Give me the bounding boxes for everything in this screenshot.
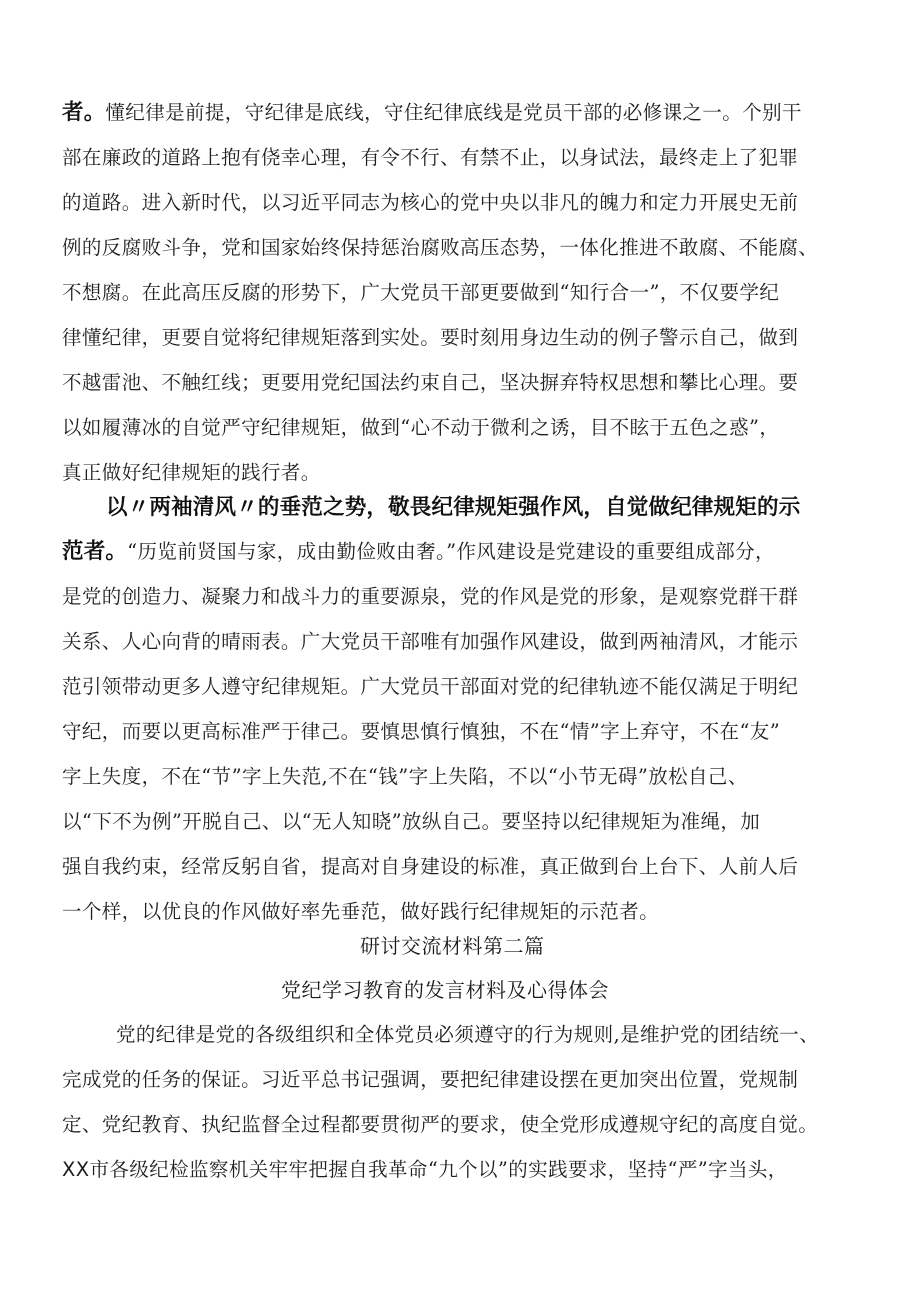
section-subtitle: 党纪学习教育的发言材料及心得体会 (281, 978, 609, 1002)
paragraph-line: 关系、人心向背的晴雨表。广大党员干部唯有加强作风建设，做到两袖清风，才能示 (62, 630, 799, 653)
paragraph-line: 党的纪律是党的各级组织和全体党员必须遵守的行为规则,是维护党的团结统一、 (116, 1023, 820, 1046)
paragraph-line: 范引领带动更多人遵守纪律规矩。广大党员干部面对党的纪律轨迹不能仅满足于明纪 (62, 675, 799, 698)
paragraph-line: 是党的创造力、凝聚力和战斗力的重要源泉，党的作风是党的形象，是观察党群干群 (62, 585, 799, 608)
paragraph-line: 一个样，以优良的作风做好率先垂范，做好践行纪律规矩的示范者。 (62, 900, 660, 923)
paragraph-line: 的道路。进入新时代，以习近平同志为核心的党中央以非凡的魄力和定力开展史无前 (62, 191, 799, 214)
paragraph-line: 字上失度，不在“节”字上失范,不在“钱”字上失陷，不以“小节无碍”放松自己、 (62, 765, 748, 788)
paragraph-line: 不越雷池、不触红线；更要用党纪国法约束自己，坚决摒弃特权思想和攀比心理。要 (62, 371, 799, 394)
paragraph-line: 定、党纪教育、执纪监督全过程都要贯彻严的要求，使全党形成遵规守纪的高度自觉。 (62, 1113, 819, 1136)
paragraph-line: 律懂纪律，更要自觉将纪律规矩落到实处。要时刻用身边生动的例子警示自己，做到 (62, 326, 799, 349)
heading-tail: 范者。 (62, 539, 128, 564)
paragraph-line: 以如履薄冰的自觉严守纪律规矩，做到“心不动于微利之诱，目不眩于五色之惑”， (62, 416, 780, 439)
heading-tail: 者。 (62, 100, 106, 125)
placeholder-city-code: XX (62, 1158, 90, 1181)
paragraph-line: 范者。“历览前贤国与家，成由勤俭败由奢。”作风建设是党建设的重要组成部分， (62, 539, 775, 564)
paragraph-line: 完成党的任务的保证。习近平总书记强调，要把纪律建设摆在更加突出位置，党规制 (62, 1068, 799, 1091)
paragraph-line: 部在廉政的道路上抱有侥幸心理，有令不行、有禁不止，以身试法，最终走上了犯罪 (62, 146, 799, 169)
paragraph-line: 者。懂纪律是前提，守纪律是底线，守住纪律底线是党员干部的必修课之一。个别干 (62, 100, 802, 125)
paragraph-line: 真正做好纪律规矩的践行者。 (62, 461, 321, 484)
paragraph-line: 守纪，而要以更高标准严于律己。要慎思慎行慎独，不在“情”字上弃守，不在“友” (62, 720, 781, 743)
section-title: 研讨交流材料第二篇 (360, 934, 545, 958)
paragraph-line: 不想腐。在此高压反腐的形势下，广大党员干部更要做到“知行合一”，不仅要学纪 (62, 281, 780, 304)
paragraph-line: XX市各级纪检监察机关牢牢把握自我革命“九个以”的实践要求，坚持“严”字当头， (62, 1158, 788, 1181)
paragraph-heading: 以〃两袖清风〃的垂范之势，敬畏纪律规矩强作风，自觉做纪律规矩的示 (106, 495, 801, 520)
paragraph-line: 例的反腐败斗争，党和国家始终保持惩治腐败高压态势，一体化推进不敢腐、不能腐、 (62, 236, 819, 259)
paragraph-line: 以“下不为例”开脱自己、以“无人知晓”放纵自己。要坚持以纪律规矩为准绳，加 (62, 810, 761, 833)
paragraph-line: 强自我约束，经常反躬自省，提高对自身建设的标准，真正做到台上台下、人前人后 (62, 855, 799, 878)
